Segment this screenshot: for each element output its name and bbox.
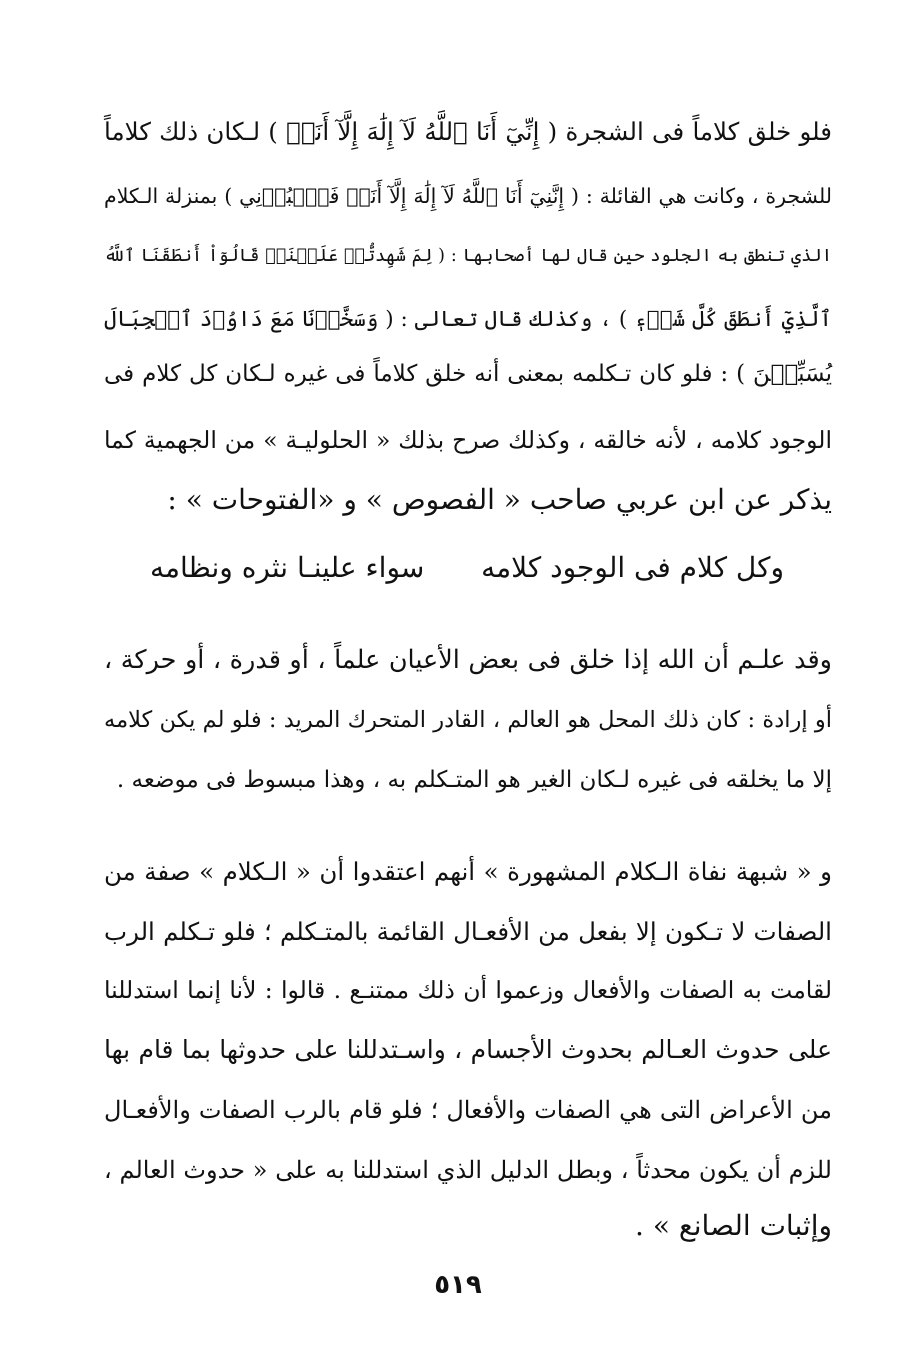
text-line: يُسَبِّحۡنَ ) : فلو كان تـكلمه بمعنى أنه خلق كلاماً فى غيره لـكان كل كلام فى [104,361,832,387]
text-line: ٱلَّذِيٓ أَنطَقَ كُلَّ شَيۡءٖ ) ، وكذلك قال تعالى : ( وَسَخَّرۡنَا مَعَ دَاوُۥدَ ٱلۡجِبَالَ [104,307,832,332]
poetry-verse [150,548,784,588]
text-line: أو إرادة : كان ذلك المحل هو العالم ، القادر المتحرك المريد : فلو لم يكن كلامه [104,707,832,733]
text-line: وإثبات الصانع » . [635,1209,832,1242]
text-line: لقامت به الصفات والأفعال وزعموا أن ذلك ممتنـع . قالوا : لأنا إنما استدللنا [104,976,832,1004]
verse-second-hemistich: سواء علينـا نثره ونظامه [150,551,425,584]
text-line: الصفات لا تـكون إلا بفعل من الأفعـال القائمة بالمتـكلم ؛ فلو تـكلم الرب [104,917,832,946]
text-line: للزم أن يكون محدثاً ، وبطل الدليل الذي استدللنا به على « حدوث العالم ، [104,1156,832,1184]
text-line: إلا ما يخلقه فى غيره لـكان الغير هو المتـكلم به ، وهذا مبسوط فى موضعه . [116,767,832,793]
text-line: و « شبهة نفاة الـكلام المشهورة » أنهم اعتقدوا أن « الـكلام » صفة من [104,857,832,886]
text-line: على حدوث العـالم بحدوث الأجسام ، واسـتدللنا على حدوثها بما قام بها [104,1035,832,1064]
page-number: ٥١٩ [434,1270,482,1300]
text-line: يذكر عن ابن عربي صاحب « الفصوص » و «الفتوحات » : [167,483,832,516]
text-line: الوجود كلامه ، لأنه خالقه ، وكذلك صرح بذلك « الحلوليـة » من الجهمية كما [104,426,832,454]
text-line: فلو خلق كلاماً فى الشجرة ( إِنِّيٓ أَنَا ٱللَّهُ لَآ إِلَٰهَ إِلَّآ أَنَا۠ ) لـكان ذلك كلاماً [104,117,832,146]
text-line: وقد علـم أن الله إذا خلق فى بعض الأعيان علماً ، أو قدرة ، أو حركة ، [104,645,832,675]
verse-first-hemistich: وكل كلام فى الوجود كلامه [481,551,784,584]
text-line: من الأعراض التى هي الصفات والأفعال ؛ فلو قام بالرب الصفات والأفعـال [104,1096,832,1124]
text-line: الذي تنطق به الجلود حين قال لها أصحابها : ( لِمَ شَهِدتُّمۡ عَلَيۡنَاۖ قَالُوٓاْ أَنطَقَنَا ٱللَّهُ [104,246,832,266]
text-line: للشجرة ، وكانت هي القائلة : ( إِنَّنِيٓ أَنَا ٱللَّهُ لَآ إِلَٰهَ إِلَّآ أَنَا۠ فَٱعۡبُدۡنِي ) بمنزلة الـكلام [104,184,832,208]
